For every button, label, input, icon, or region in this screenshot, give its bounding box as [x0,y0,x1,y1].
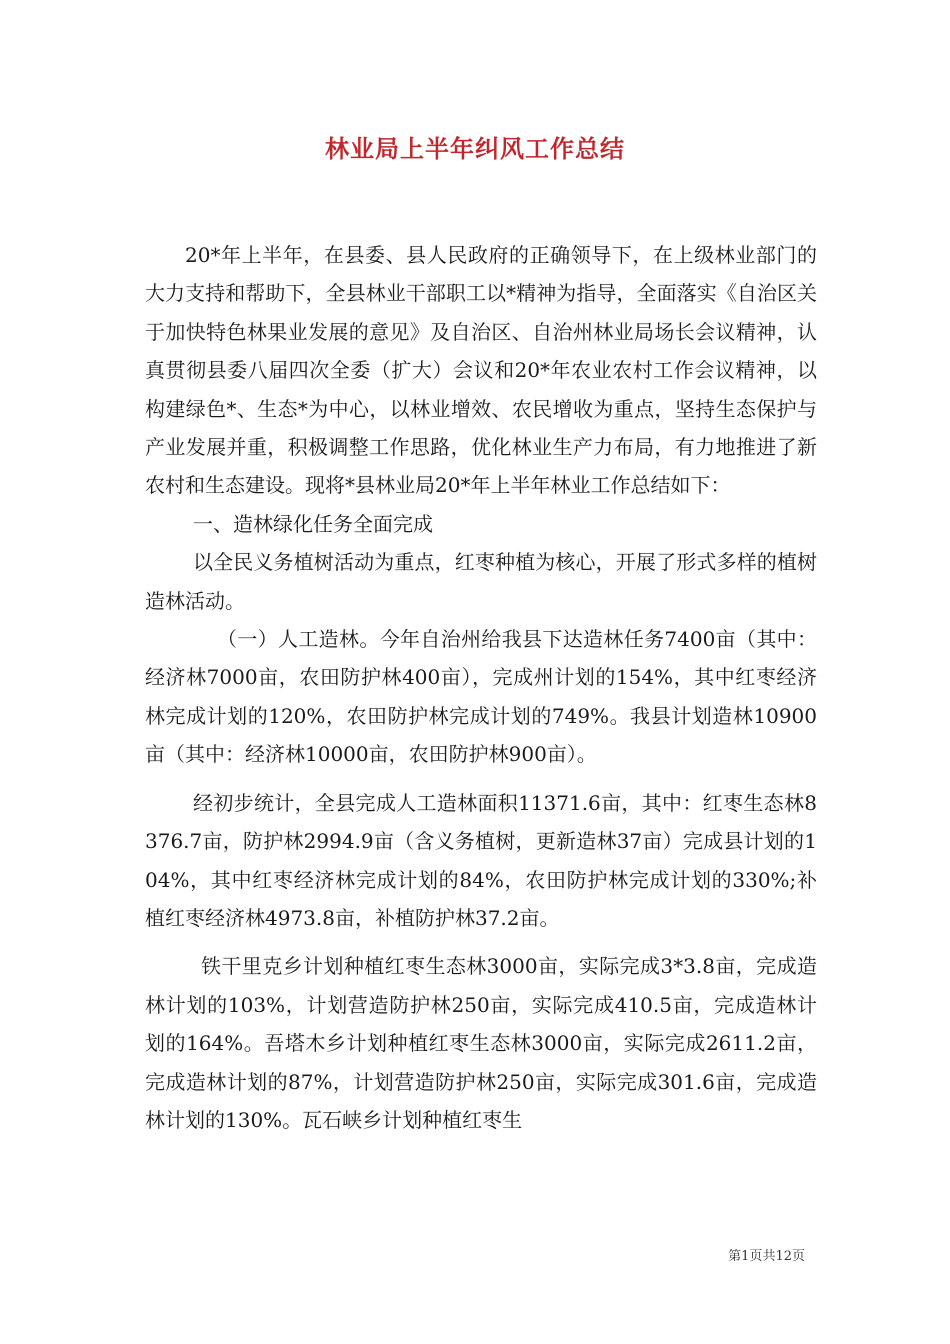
paragraph-artificial-afforestation: （一）人工造林。今年自治州给我县下达造林任务7400亩（其中：经济林7000亩，农田防护林400亩），完成州计划的154%，其中红枣经济林完成计划的120%，农田防护林完成计划的749%。我县计划造林10900亩（其中：经济林10000亩，农田防护林900亩）。 [145,627,817,767]
page-number: 第1页共12页 [728,1249,805,1264]
document-body [145,236,817,1139]
paragraph-township-details: 铁干里克乡计划种植红枣生态林3000亩，实际完成3*3.8亩，完成造林计划的103%，计划营造防护林250亩，实际完成410.5亩，完成造林计划的164%。吾塔木乡计划种植红枣生态林3000亩，实际完成2611.2亩，完成造林计划的87%，计划营造防护林250亩，实际完成301.6亩，完成造林计划的130%。瓦石峡乡计划种植红枣生 [145,954,817,1132]
paragraph-section-1-intro: 以全民义务植树活动为重点，红枣种植为核心，开展了形式多样的植树造林活动。 [145,550,817,613]
section-heading-1: 一、造林绿化任务全面完成 [193,511,433,536]
document-title: 林业局上半年纠风工作总结 [325,135,625,163]
paragraph-intro: 20*年上半年，在县委、县人民政府的正确领导下，在上级林业部门的大力支持和帮助下，全县林业干部职工以*精神为指导，全面落实《自治区关于加快特色林果业发展的意见》及自治区、自治州林业局场长会议精神，认真贯彻县委八届四次全委（扩大）会议和20*年农业农村工作会议精神，以构建绿色*、生态*为中心，以林业增效、农民增收为重点，坚持生态保护与产业发展并重，积极调整工作思路，优化林业生产力布局，有力地推进了新农村和生态建设。现将*县林业局20*年上半年林业工作总结如下： [145,243,817,498]
paragraph-statistics: 经初步统计，全县完成人工造林面积11371.6亩，其中：红枣生态林8376.7亩，防护林2994.9亩（含义务植树，更新造林37亩）完成县计划的104%，其中红枣经济林完成计划的84%，农田防护林完成计划的330%;补植红枣经济林4973.8亩，补植防护林37.2亩。 [145,790,817,930]
